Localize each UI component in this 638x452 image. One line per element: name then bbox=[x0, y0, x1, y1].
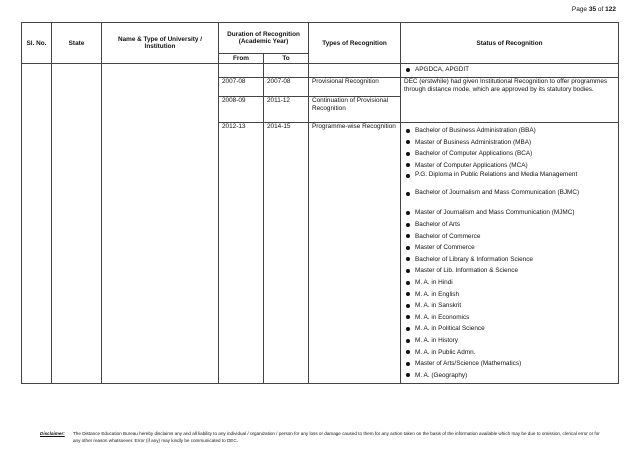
header-state: State bbox=[52, 23, 102, 64]
cell-empty bbox=[264, 64, 309, 78]
programme-list bbox=[404, 125, 615, 381]
cell-state bbox=[52, 64, 102, 384]
list-item: Master of Business Administration (MBA) bbox=[404, 137, 615, 149]
page-current: 35 bbox=[588, 6, 597, 13]
list-item: M. A. in History bbox=[404, 335, 615, 347]
cell-type: Programme-wise Recognition bbox=[309, 123, 401, 384]
cell-type: Continuation of Provisional Recognition bbox=[309, 97, 401, 123]
list-item: Bachelor of Arts bbox=[404, 219, 615, 231]
list-item: Bachelor of Commerce bbox=[404, 231, 615, 243]
header-types: Types of Recognition bbox=[309, 23, 401, 64]
cell-from: 2012-13 bbox=[219, 123, 264, 384]
list-item: Master of Commerce bbox=[404, 242, 615, 254]
list-item: M. A. in English bbox=[404, 289, 615, 301]
cell-university-name bbox=[102, 64, 219, 384]
list-item: Master of Journalism and Mass Communication (MJMC) bbox=[404, 207, 615, 219]
disclaimer bbox=[40, 430, 600, 444]
cell-type: Provisional Recognition bbox=[309, 78, 401, 97]
list-item: Bachelor of Journalism and Mass Communication (BJMC) bbox=[404, 189, 615, 207]
list-item: M. A. in Hindi bbox=[404, 277, 615, 289]
header-from: From bbox=[219, 54, 264, 64]
cell-from: 2008-09 bbox=[219, 97, 264, 123]
cell-programmes bbox=[401, 123, 619, 384]
cell-to: 2011-12 bbox=[264, 97, 309, 123]
list-item: Master of Computer Applications (MCA) bbox=[404, 160, 615, 172]
page-number bbox=[572, 6, 616, 13]
list-item: Bachelor of Computer Applications (BCA) bbox=[404, 148, 615, 160]
list-item: Bachelor of Library & Information Science bbox=[404, 254, 615, 266]
list-item: Master of Lib. Information & Science bbox=[404, 265, 615, 277]
header-sl-no: Sl. No. bbox=[22, 23, 52, 64]
header-duration: Duration of Recognition (Academic Year) bbox=[219, 23, 309, 54]
page-label: Page bbox=[571, 6, 588, 13]
cell-empty bbox=[309, 64, 401, 78]
header-status: Status of Recognition bbox=[401, 23, 619, 64]
page-total: 122 bbox=[605, 6, 616, 13]
cell-to: 2007-08 bbox=[264, 78, 309, 97]
disclaimer-label: Disclaimer: bbox=[40, 431, 65, 436]
cell-from: 2007-08 bbox=[219, 78, 264, 97]
list-item: M. A. (Geography) bbox=[404, 370, 615, 382]
cell-status-top bbox=[401, 64, 619, 78]
list-item: M. A. in Political Science bbox=[404, 323, 615, 335]
recognition-table bbox=[21, 22, 619, 384]
list-item: Bachelor of Business Administration (BBA) bbox=[404, 125, 615, 137]
list-item: M. A. in Sanskrit bbox=[404, 300, 615, 312]
cell-sl-no bbox=[22, 64, 52, 384]
page-of: of bbox=[597, 6, 604, 13]
disclaimer-text: The Distance Education Bureau hereby disclaims any and all liability to any individual / organization / person for any loss or damage caused to them for any action taken on the basis of the information available which may be due to omission, clerical error or for any other reason whatsoever. Error (if any) may kindly be communicated to DEC. bbox=[73, 431, 600, 443]
cell-status-note: DEC (erstwhile) had given Institutional Recognition to offer programmes through distance mode, which are approved by its statutory bodies. bbox=[401, 78, 619, 123]
header-to: To bbox=[264, 54, 309, 64]
list-item: P.G. Diploma in Public Relations and Media Management bbox=[404, 171, 615, 189]
list-item: Master of Arts/Science (Mathematics) bbox=[404, 358, 615, 370]
list-item: M. A. in Public Admn. bbox=[404, 347, 615, 359]
cell-to: 2014-15 bbox=[264, 123, 309, 384]
list-item: M. A. in Economics bbox=[404, 312, 615, 324]
header-university-name: Name & Type of University / Institution bbox=[102, 23, 219, 64]
cell-empty bbox=[219, 64, 264, 78]
list-item: APGDCA, APGDIT bbox=[404, 64, 615, 76]
